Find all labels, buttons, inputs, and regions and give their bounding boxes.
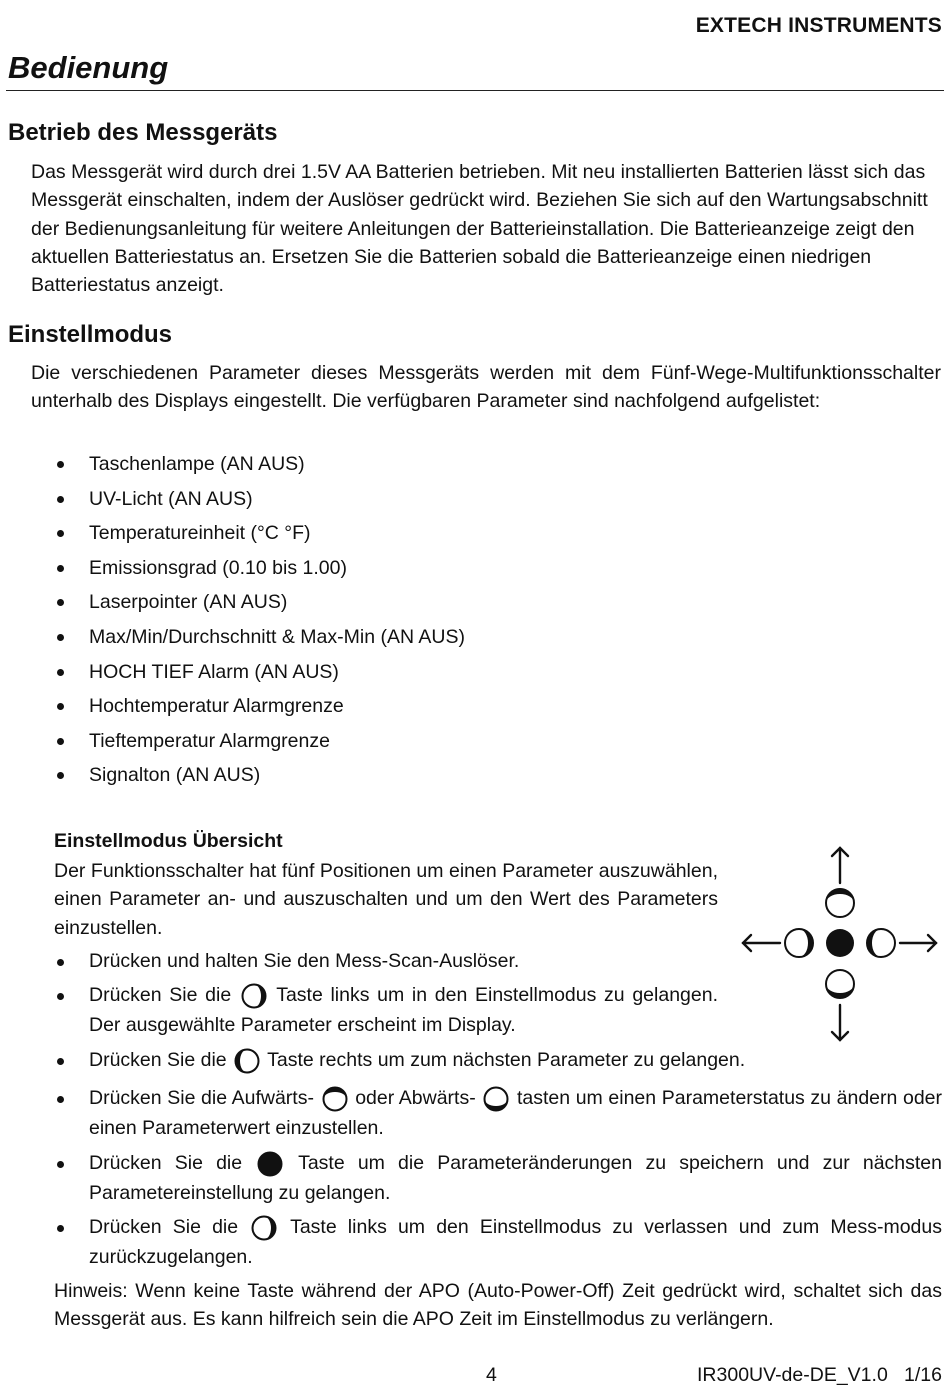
list-item: Tieftemperatur Alarmgrenze (30, 724, 465, 759)
section-title-operation: Betrieb des Messgeräts (8, 119, 278, 146)
setup-intro: Die verschiedenen Parameter dieses Messgeräts werden mit dem Fünf-Wege-Multifunktionsschalter unterhalb des Displays eingestellt. Die verfügbaren Parameter sind nachfolgend aufgelistet: (31, 362, 941, 413)
right-button-icon (232, 1048, 262, 1074)
bullet-icon (57, 703, 64, 710)
overview-title: Einstellmodus Übersicht (54, 830, 283, 852)
list-item: Max/Min/Durchschnitt & Max-Min (AN AUS) (30, 620, 465, 655)
bullet-icon (57, 1058, 64, 1065)
bullet-icon (57, 738, 64, 745)
operation-body: Das Messgerät wird durch drei 1.5V AA Batterien betrieben. Mit neu installierten Batterien lässt sich das Messgerät einschalten, indem der Auslöser gedrückt wird. Beziehen Sie sich auf den Wartungsabschnitt der Bedienungsanleitung für weitere Anleitungen der Batterieinstallation. Die Batterieanzeige zeigt den aktuellen Batteriestatus an. Ersetzen Sie die Batterien sobald die Batterieanzeige einen niedrigen Batteriestatus anzeigt. (31, 161, 928, 297)
list-item: Drücken Sie die Taste links um den Einstellmodus zu verlassen und zum Mess-modus zurückzugelangen. (54, 1213, 942, 1272)
list-item: Drücken Sie die Taste um die Parameteränderungen zu speichern und zur nächsten Parametereinstellung zu gelangen. (54, 1149, 942, 1208)
bullet-icon (57, 599, 64, 606)
parameter-list (30, 447, 465, 793)
page-number: 4 (486, 1364, 497, 1386)
right-button-icon (867, 929, 895, 957)
bullet-icon (57, 496, 64, 503)
center-button-icon (255, 1151, 285, 1177)
up-button-icon (320, 1084, 350, 1114)
bullet-icon (57, 461, 64, 468)
list-item: Signalton (AN AUS) (30, 758, 465, 793)
list-item: Hochtemperatur Alarmgrenze (30, 689, 465, 724)
list-item: Drücken Sie die Taste links um in den Einstellmodus zu gelangen. Der ausgewählte Parameter erscheint im Display. (54, 981, 718, 1040)
list-item: Drücken und halten Sie den Mess-Scan-Auslöser. (54, 947, 519, 977)
list-item: Drücken Sie die Taste rechts um zum nächsten Parameter zu gelangen. (54, 1046, 745, 1076)
bullet-icon (57, 565, 64, 572)
bullet-icon (57, 993, 64, 1000)
list-item: Laserpointer (AN AUS) (30, 585, 465, 620)
down-button-icon (481, 1084, 511, 1114)
bullet-icon (57, 772, 64, 779)
bullet-icon (57, 959, 64, 966)
list-item: UV-Licht (AN AUS) (30, 482, 465, 517)
bullet-icon (57, 530, 64, 537)
left-button-icon (239, 983, 269, 1009)
bullet-icon (57, 669, 64, 676)
down-button-icon (826, 970, 854, 998)
list-item: HOCH TIEF Alarm (AN AUS) (30, 655, 465, 690)
overview-intro: Der Funktionsschalter hat fünf Positionen um einen Parameter auszuwählen, einen Parameter an- und auszuschalten und um den Wert des Parameters einzustellen. (54, 860, 718, 939)
chapter-title: Bedienung (8, 50, 169, 85)
five-way-switch-diagram (738, 843, 943, 1048)
list-item: Taschenlampe (AN AUS) (30, 447, 465, 482)
apo-note: Hinweis: Wenn keine Taste während der APO (Auto-Power-Off) Zeit gedrückt wird, schaltet sich das Messgerät aus. Es kann hilfreich sein die APO Zeit im Einstellmodus zu verlängern. (54, 1280, 942, 1331)
up-button-icon (826, 889, 854, 917)
bullet-icon (57, 634, 64, 641)
left-button-icon (785, 929, 813, 957)
list-item: Emissionsgrad (0.10 bis 1.00) (30, 551, 465, 586)
list-item: Temperatureinheit (°C °F) (30, 516, 465, 551)
document-id: IR300UV-de-DE_V1.0 1/16 (697, 1364, 942, 1386)
list-item: Drücken Sie die Aufwärts- oder Abwärts- tasten um einen Parameterstatus zu ändern oder einen Parameterwert einzustellen. (54, 1084, 942, 1144)
left-button-icon (249, 1215, 279, 1241)
bullet-icon (57, 1161, 64, 1168)
center-button-icon (826, 929, 854, 957)
bullet-icon (57, 1225, 64, 1232)
header-rule (6, 90, 944, 91)
brand-header: EXTECH INSTRUMENTS (695, 14, 942, 37)
section-title-setup: Einstellmodus (8, 321, 173, 348)
bullet-icon (57, 1096, 64, 1103)
